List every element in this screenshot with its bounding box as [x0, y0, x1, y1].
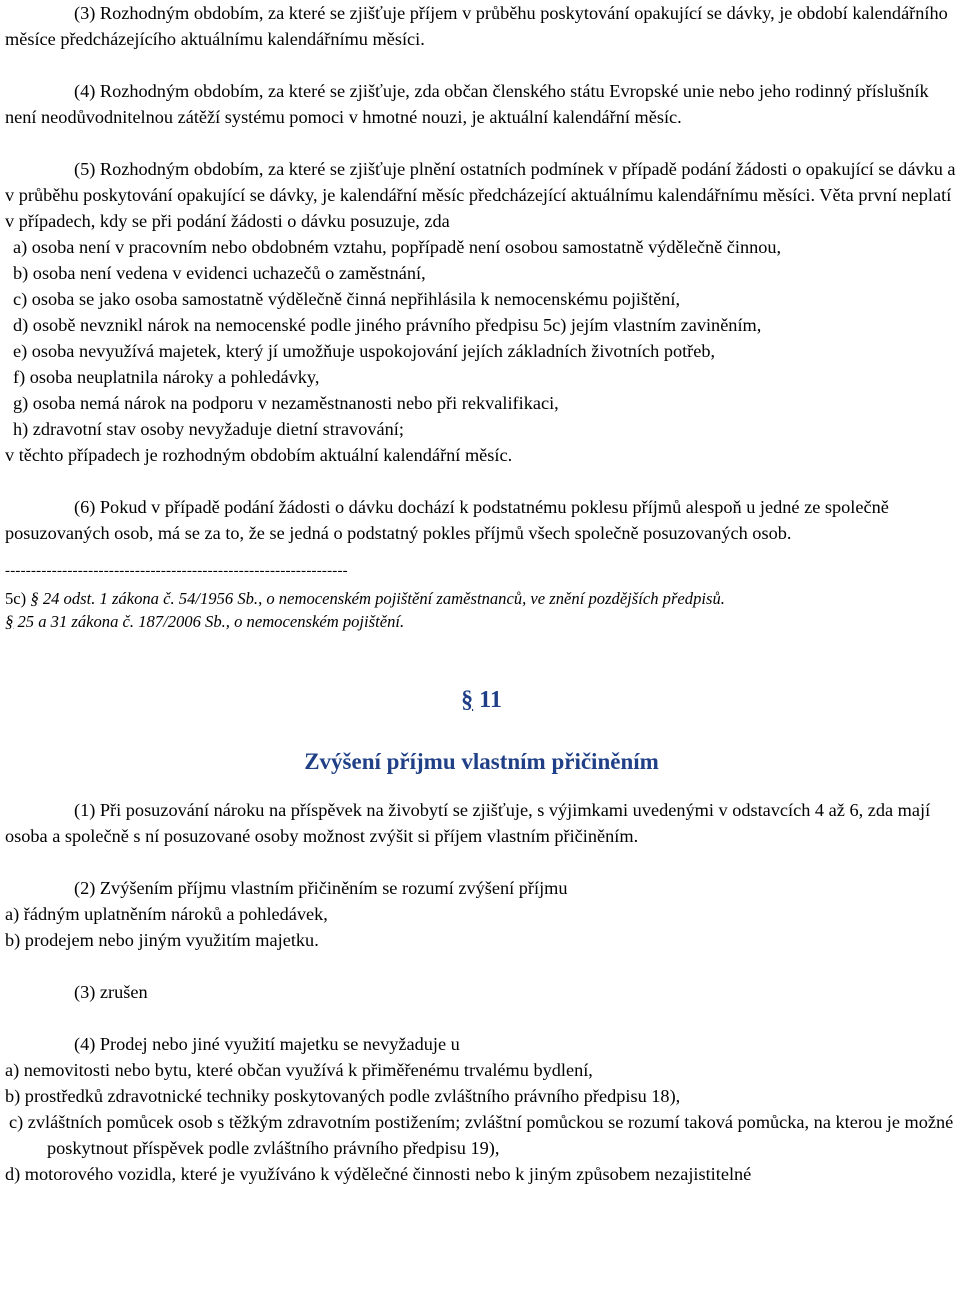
- paragraph-6: (6) Pokud v případě podání žádosti o dávku dochází k podstatnému poklesu příjmů alespoň u jedné ze společně posuzovaných osob, má se za to, že se jedná o podstatný pokles příjmů všech společně posuzovaných osob.: [5, 497, 889, 543]
- footnote-text: , o nemocenském pojištění zaměstnanců, ve znění pozdějších předpisů.: [258, 589, 725, 608]
- section-symbol: §: [30, 589, 39, 608]
- paragraph-3: (3) Rozhodným obdobím, za které se zjišťuje příjem v průběhu poskytování opakující se dávky, je období kalendářního měsíce předcházejícího aktuálnímu kalendářnímu měsíci.: [5, 3, 948, 49]
- section-paragraph-2-intro: (2) Zvýšením příjmu vlastním přičiněním se rozumí zvýšení příjmu: [74, 878, 568, 898]
- section-paragraph-3: (3) zrušen: [74, 982, 148, 1002]
- section-paragraph-1: (1) Při posuzování nároku na příspěvek na živobytí se zjišťuje, s výjimkami uvedenými v odstavcích 4 až 6, zda mají osoba a společně s ní posuzované osoby možnost zvýšit si příjem vlastním přičiněním.: [5, 800, 931, 846]
- list-item-4a: a) nemovitosti nebo bytu, které občan využívá k přiměřenému trvalému bydlení,: [5, 1060, 593, 1080]
- list-item-5a: a) osoba není v pracovním nebo obdobném vztahu, popřípadě není osobou samostatně výdělečně činnou,: [13, 237, 782, 257]
- list-item-5d: d) osobě nevznikl nárok na nemocenské podle jiného právního předpisu 5c) jejím vlastním zaviněním,: [13, 315, 762, 335]
- footnote-5c: [5, 587, 958, 610]
- list-item-5f: f) osoba neuplatnila nároky a pohledávky,: [13, 367, 320, 387]
- paragraph-5-intro: (5) Rozhodným obdobím, za které se zjišťuje plnění ostatních podmínek v případě podání žádosti o opakující se dávku a v průběhu poskytování opakující se dávky, je kalendářní měsíc předcházející aktuálnímu kalendářnímu měsíci. Věta první neplatí v případech, kdy se při podání žádosti o dávku posuzuje, zda: [5, 159, 956, 231]
- list-item-5c: c) osoba se jako osoba samostatně výdělečně činná nepřihlásila k nemocenskému pojištění,: [13, 289, 681, 309]
- section-symbol: §: [461, 687, 474, 713]
- list-item-5g: g) osoba nemá nárok na podporu v nezaměstnanosti nebo při rekvalifikaci,: [13, 393, 559, 413]
- footnote-reference: 25 a 31 zákona č. 187/2006 Sb.: [17, 612, 226, 631]
- list-item-4c: c) zvláštních pomůcek osob s těžkým zdravotním postižením; zvláštní pomůckou se rozumí taková pomůcka, na kterou je možné poskytnout příspěvek podle zvláštního právního předpisu 19),: [9, 1112, 954, 1158]
- list-item-5h: h) zdravotní stav osoby nevyžaduje dietní stravování;: [13, 419, 404, 439]
- list-item-2a: a) řádným uplatněním nároků a pohledávek,: [5, 904, 328, 924]
- footnote-text: , o nemocenském pojištění.: [225, 612, 405, 631]
- document-page: [5, 0, 958, 1187]
- paragraph-5-closing: v těchto případech je rozhodným obdobím aktuální kalendářní měsíc.: [5, 445, 513, 465]
- section-number-value: 11: [479, 687, 502, 713]
- list-item-5b: b) osoba není vedena v evidenci uchazečů o zaměstnání,: [13, 263, 426, 283]
- list-item-2b: b) prodejem nebo jiným využitím majetku.: [5, 930, 319, 950]
- section-number: [5, 685, 958, 715]
- paragraph-4: (4) Rozhodným obdobím, za které se zjišťuje, zda občan členského státu Evropské unie nebo jeho rodinný příslušník není neodůvodnitelnou zátěží systému pomoci v hmotné nouzi, je aktuální kalendářní měsíc.: [5, 81, 929, 127]
- section-symbol: §: [5, 612, 14, 631]
- footnote-reference: 24 odst. 1 zákona č. 54/1956 Sb.: [42, 589, 259, 608]
- section-title: Zvýšení příjmu vlastním přičiněním: [304, 749, 659, 774]
- section-paragraph-4-intro: (4) Prodej nebo jiné využití majetku se nevyžaduje u: [74, 1034, 460, 1054]
- footnote-2: [5, 610, 958, 633]
- list-item-4b: b) prostředků zdravotnické techniky poskytovaných podle zvláštního právního předpisu 18),: [5, 1086, 681, 1106]
- list-item-4d: d) motorového vozidla, které je využíváno k výdělečné činnosti nebo k jiným způsobem nezajistitelné: [5, 1164, 752, 1184]
- list-item-5e: e) osoba nevyužívá majetek, který jí umožňuje uspokojování jejích základních životních potřeb,: [13, 341, 716, 361]
- footnote-label: 5c): [5, 589, 27, 608]
- footnote-separator: ------------------------------------------------------------------: [5, 563, 348, 579]
